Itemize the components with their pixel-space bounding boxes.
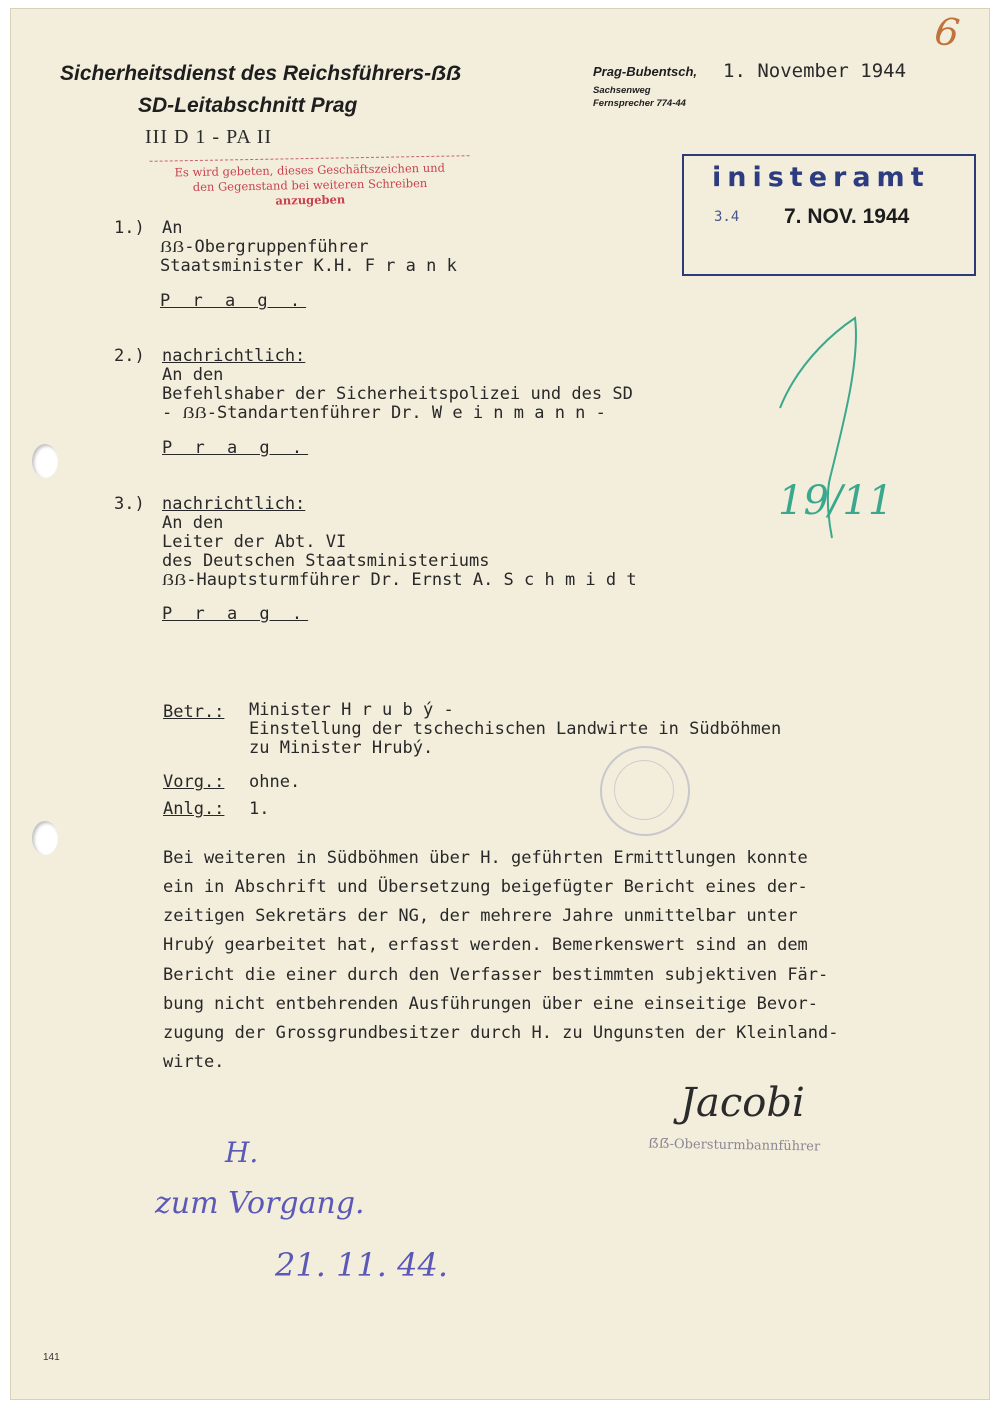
subject-line: zu Minister Hrubý. [249,738,434,758]
recipient-line: - ẞẞ-Standartenführer Dr. W e i n m a n n - [162,403,606,423]
recipient-line: des Deutschen Staatsministeriums [162,551,490,571]
organization-line-2: SD-Leitabschnitt Prag [138,94,358,117]
recipient-2-number: 2.) [114,346,145,366]
receipt-stamp-prefix: 3.4 [714,209,740,225]
archive-number: 141 [43,1352,60,1363]
stamp-line: den Gegenstand bei weiteren Schreiben [192,175,428,195]
rank-stamp: ẞẞ-Obersturmbannführer [647,1136,821,1155]
document-page [10,8,990,1400]
recipient-line: Leiter der Abt. VI [162,532,347,552]
body-line: bung nicht entbehrenden Ausführungen über eine einseitige Bevor- [163,994,819,1014]
recipient-city: P r a g . [162,438,309,458]
handwritten-date: 21. 11. 44. [275,1246,449,1284]
attachments-value: 1. [249,799,270,819]
attachments-label: Anlg.: [163,799,225,819]
recipient-line: ẞẞ-Hauptsturmführer Dr. Ernst A. S c h m i d t [162,570,637,590]
body-line: zugung der Grossgrundbesitzer durch H. zu Ungunsten der Kleinland- [163,1023,839,1043]
recipient-heading: nachrichtlich: [162,346,306,366]
body-line: Bei weiteren in Südböhmen über H. geführten Ermittlungen konnte [163,848,808,868]
punch-hole [32,821,58,855]
document-date: 1. November 1944 [723,60,907,82]
recipient-line: An [162,218,183,238]
sender-phone: Fernsprecher 774-44 [593,98,686,109]
handwritten-note-line: zum Vorgang. [155,1186,365,1221]
recipient-line: ẞẞ-Obergruppenführer [160,237,369,257]
reference-number: III D 1 - PA II [145,126,273,148]
sender-street: Sachsenweg [593,85,651,96]
stamp-line: anzugeben [275,192,346,208]
receipt-stamp [682,154,976,276]
receipt-stamp-date: 7. NOV. 1944 [784,205,910,228]
signature: Jacobi [680,1080,805,1126]
body-line: Hrubý gearbeitet hat, erfasst werden. Bemerkenswert sind an dem [163,935,808,955]
previous-correspondence-value: ohne. [249,772,301,792]
subject-line: Einstellung der tschechischen Landwirte in Südböhmen [249,719,782,739]
recipient-3-number: 3.) [114,494,145,514]
body-line: zeitigen Sekretärs der NG, der mehrere Jahre unmittelbar unter [163,906,798,926]
recipient-line: An den [162,513,224,533]
green-annotation: 19/11 [778,478,894,524]
stamp-line: Es wird gebeten, dieses Geschäftszeichen und [174,160,446,180]
receipt-stamp-title: inisteramt [712,162,930,193]
recipient-line: Befehlshaber der Sicherheitspolizei und des SD [162,384,633,404]
sender-location: Prag-Bubentsch, [593,64,698,79]
recipient-city: P r a g . [162,604,309,624]
subject-line: Minister H r u b ý - [249,700,454,720]
organization-line-1: Sicherheitsdienst des Reichsführers-ẞẞ [60,62,462,85]
handwritten-initial: H. [225,1136,259,1169]
recipient-line: An den [162,365,224,385]
previous-correspondence-label: Vorg.: [163,772,225,792]
handwritten-page-number: 6 [932,8,963,56]
punch-hole [32,444,58,478]
body-line: wirte. [163,1052,225,1072]
recipient-heading: nachrichtlich: [162,494,306,514]
body-line: Bericht die einer durch den Verfasser bestimmten subjektiven Fär- [163,965,829,985]
body-line: ein in Abschrift und Übersetzung beigefügter Bericht eines der- [163,877,808,897]
recipient-city: P r a g . [160,291,307,311]
reference-instruction-stamp [150,155,471,211]
faint-round-stamp [600,746,690,836]
recipient-line: Staatsminister K.H. F r a n k [160,256,457,276]
recipient-1-number: 1.) [114,218,145,238]
subject-label: Betr.: [163,702,225,722]
